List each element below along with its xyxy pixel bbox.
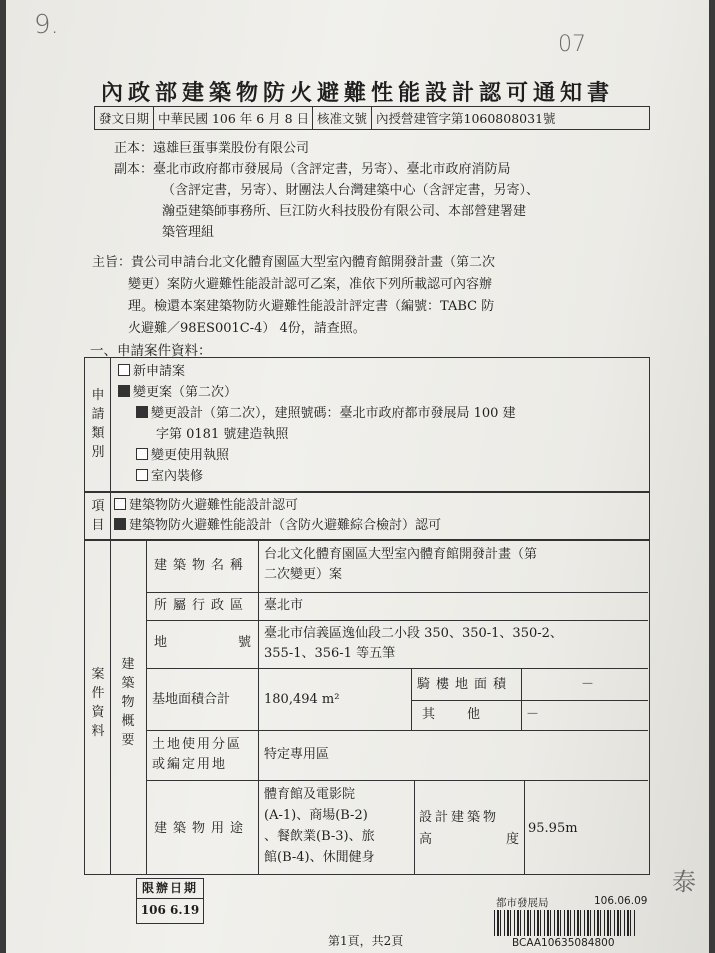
checkbox-unchecked <box>136 469 148 481</box>
receiving-date: 106.06.09 <box>594 895 648 907</box>
site-area: 180,494 m² <box>264 692 340 707</box>
table-divider <box>146 539 147 875</box>
land-use-label: 土地使用分區 或編定用地 <box>152 737 243 772</box>
barcode-number: BCAA10635084800 <box>512 937 615 949</box>
checkbox-unchecked <box>136 448 148 460</box>
table-divider <box>521 668 522 730</box>
item-2: 建築物防火避難性能設計（含防火避難綜合檢討）認可 <box>114 516 441 536</box>
table-divider <box>146 780 648 781</box>
address-label-2: 號 <box>238 635 252 650</box>
checkbox-checked <box>114 518 126 530</box>
table-divider <box>110 539 111 875</box>
doc-no-label: 核准文號 <box>313 107 372 129</box>
subject-line: 火避難／98ES001C-4） 4份，請查照。 <box>128 321 366 336</box>
copy-recipient-label: 副本： <box>114 162 154 177</box>
table-divider <box>411 668 412 730</box>
document-title: 內政部建築物防火避難性能設計認可通知書 <box>100 80 614 106</box>
page-number: 第1頁，共2頁 <box>328 934 404 948</box>
stamp-title: 限辦日期 <box>137 879 203 899</box>
subject-line: 理。檢還本案建築物防火避難性能設計評定書（編號：TABC 防 <box>128 299 495 314</box>
building-summary-label: 建 築 物 概 要 <box>121 657 135 748</box>
height-label-3: 度 <box>506 832 520 847</box>
document-page <box>6 0 709 953</box>
arcade-label: 騎樓地面積 <box>417 677 513 692</box>
address: 臺北市信義區逸仙段二小段 350、350-1、350-2、 355-1、356-1 等五筆 <box>264 626 563 661</box>
option-interior: 室內裝修 <box>136 467 203 487</box>
table-divider <box>146 668 648 669</box>
table-divider <box>414 780 415 875</box>
stamp-date: 106 6.19 <box>140 903 200 917</box>
building-name-label: 建築物名稱 <box>154 558 250 573</box>
table-divider <box>524 780 525 875</box>
option-change: 變更案（第二次） <box>118 383 237 403</box>
table-divider <box>146 620 648 621</box>
application-type-label: 申 請 類 別 <box>91 388 105 460</box>
subject-block <box>92 252 495 340</box>
address-label-1: 地 <box>154 635 168 650</box>
item-1: 建築物防火避難性能設計認可 <box>114 496 298 516</box>
handwritten-number: 9. <box>34 10 59 40</box>
copy-line: 臺北市政府都市發展局（含評定書，另寄）、臺北市政府消防局 <box>153 162 511 177</box>
issue-date-label: 發文日期 <box>95 107 154 129</box>
checkbox-unchecked <box>114 498 126 510</box>
issue-date: 中華民國 106 年 6 月 8 日 <box>154 107 313 129</box>
arcade-value: － <box>581 677 595 692</box>
other-label: 其 他 <box>422 707 483 722</box>
table-divider <box>146 592 648 593</box>
table-divider <box>146 730 648 731</box>
barcode <box>494 910 636 936</box>
other-value: － <box>526 707 540 722</box>
copy-line: （含評定書，另寄）、財團法人台灣建築中心（含評定書，另寄）、 <box>162 183 540 198</box>
option-new: 新申請案 <box>118 362 185 382</box>
doc-no: 內授營建管字第1060808031號 <box>376 111 556 126</box>
subject-label: 主旨： <box>92 255 132 270</box>
handwritten-mark: 07 <box>558 32 586 57</box>
building-use-label: 建築物用途 <box>154 821 250 836</box>
district-label: 所屬行政區 <box>154 598 250 613</box>
district: 臺北市 <box>264 598 304 613</box>
items-label: 項 目 <box>91 499 105 533</box>
table-divider <box>411 700 648 701</box>
subject-line: 變更）案防火避難性能設計認可乙案，准依下列所載認可內容辦 <box>128 277 493 292</box>
checkbox-unchecked <box>118 364 130 376</box>
building-height: 95.95m <box>528 821 578 836</box>
checkbox-checked <box>136 406 148 418</box>
table-divider <box>110 357 111 493</box>
main-recipient-label: 正本： <box>114 141 154 156</box>
building-name: 台北文化體育園區大型室內體育館開發計畫（第 二次變更）案 <box>264 547 538 582</box>
site-area-label: 基地面積合計 <box>152 692 231 707</box>
case-data-label: 案 件 資 料 <box>91 667 105 739</box>
option-change-design-cont: 字第 0181 號建造執照 <box>156 427 289 442</box>
receiving-dept: 都市發展局 <box>496 897 549 909</box>
table-divider <box>110 491 111 541</box>
building-use: 體育館及電影院 (A-1)、商場(B-2) 、餐飲業(B-3)、旅 館(B-4)、休閒健身 <box>264 787 375 865</box>
due-date-stamp <box>136 878 204 924</box>
table-divider <box>258 539 259 875</box>
checkbox-checked <box>118 385 130 397</box>
height-label-2: 高 <box>419 832 433 847</box>
subject-line: 貴公司申請台北文化體育園區大型室內體育館開發計畫（第二次 <box>131 255 496 270</box>
section-title: 一、申請案件資料： <box>90 343 212 359</box>
option-change-design: 變更設計（第二次），建照號碼：臺北市政府都市發展局 100 建 <box>136 404 516 424</box>
handwritten-signature: 泰 <box>672 868 696 896</box>
copy-line: 瀚亞建築師事務所、巨江防火科技股份有限公司、本部營建署建 <box>162 204 527 219</box>
height-label-1: 設計建築物 <box>419 810 500 825</box>
option-change-license: 變更使用執照 <box>136 446 229 466</box>
issue-meta-row <box>94 106 650 130</box>
land-use: 特定專用區 <box>264 747 330 762</box>
copy-line: 築管理組 <box>162 225 215 240</box>
recipients-block <box>114 138 539 243</box>
main-recipient: 遠雄巨蛋事業股份有限公司 <box>153 141 310 156</box>
